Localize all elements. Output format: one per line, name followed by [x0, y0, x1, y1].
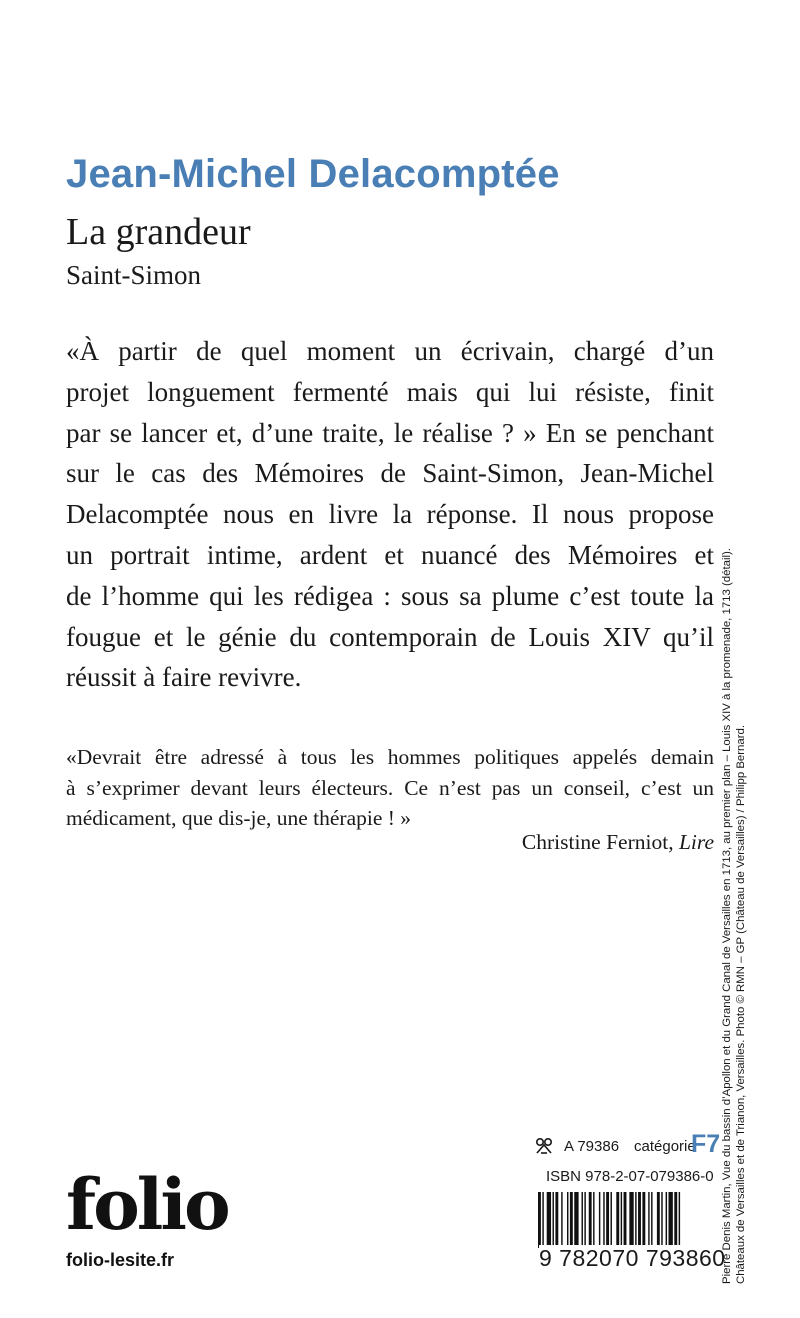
barcode-bar — [616, 1192, 619, 1248]
catalog-line — [534, 1130, 721, 1162]
blurb-line: de l’homme qui les rédigea : sous sa plume c’est toute la — [66, 580, 714, 611]
barcode-bar — [574, 1192, 578, 1248]
barcode-bar — [642, 1192, 645, 1248]
category-code: F7 — [691, 1130, 721, 1158]
publisher-website: folio-lesite.fr — [66, 1250, 175, 1270]
barcode-bar — [651, 1192, 652, 1248]
barcode-bar — [611, 1192, 612, 1248]
blurb-line: réussit à faire revivre. — [66, 662, 302, 693]
isbn: ISBN 978-2-07-079386-0 — [546, 1168, 714, 1185]
barcode-bar — [555, 1192, 558, 1248]
barcode-bar — [584, 1192, 585, 1248]
catalog-code: A 79386 — [564, 1138, 620, 1155]
author-name: Jean-Michel Delacomptée — [66, 152, 560, 196]
blurb-line: «À partir de quel moment un écrivain, chargé d’un — [66, 336, 714, 366]
credit-line: Pierre Denis Martin, Vue du bassin d’Apollon et du Grand Canal de Versailles en 1713, au premier plan – Louis XIV à la promenade, 1713 (détail). — [721, 548, 733, 1284]
blurb-line: fougue et le génie du contemporain de Louis XIV qu’il — [66, 621, 714, 652]
barcode-bar — [635, 1192, 636, 1248]
barcode-bar — [561, 1192, 562, 1248]
barcode-bar — [589, 1192, 592, 1248]
barcode-bar — [629, 1192, 633, 1248]
blurb-line: sur le cas des Mémoires de Saint-Simon, Jean-Michel — [66, 458, 714, 489]
barcode-bar — [593, 1192, 594, 1248]
review-publication: Lire — [678, 830, 714, 854]
barcode-bar — [570, 1192, 573, 1248]
book-title: La grandeur — [66, 211, 251, 253]
review-line: «Devrait être adressé à tous les hommes politiques appelés demain — [66, 745, 714, 769]
blurb-line: projet longuement fermenté mais qui lui résiste, finit — [66, 376, 714, 407]
barcode-bar — [621, 1192, 622, 1248]
folio-flower-icon — [534, 1136, 554, 1156]
barcode-bar — [582, 1192, 583, 1248]
review-line: à s’exprimer devant leurs électeurs. Ce n’est pas un conseil, c’est un — [66, 775, 714, 800]
review-source — [522, 830, 714, 855]
barcode-bar — [657, 1192, 660, 1248]
blurb-text — [66, 331, 714, 698]
review-quote — [66, 742, 714, 834]
barcode-bar — [538, 1192, 541, 1248]
credit-line: Châteaux de Versailles et de Trianon, Versailles. Photo © RMN – GP (Château de Versailles) / Philipp Bernard. — [735, 724, 747, 1284]
review-line: médicament, que dis-je, une thérapie ! » — [66, 806, 412, 830]
barcode-bar — [666, 1192, 667, 1248]
barcode-bar — [606, 1192, 609, 1248]
barcode-bar — [638, 1192, 641, 1248]
folio-logo: folio — [66, 1163, 228, 1246]
barcode-number: 9 782070 793860 — [539, 1245, 726, 1271]
barcode-bar — [567, 1192, 568, 1248]
blurb-line: par se lancer et, d’une traite, le réalise ? » En se penchant — [66, 417, 714, 448]
barcode-bar — [603, 1192, 604, 1248]
barcode-bar — [669, 1192, 673, 1248]
barcode-bar — [648, 1192, 649, 1248]
blurb-line: un portrait intime, ardent et nuancé des Mémoires et — [66, 539, 714, 570]
barcode-bar — [542, 1192, 543, 1248]
barcode-bar — [679, 1192, 680, 1248]
category-label: catégorie — [634, 1138, 696, 1155]
barcode-bar — [661, 1192, 662, 1248]
barcode-bar — [547, 1192, 551, 1248]
barcode-bar — [553, 1192, 554, 1248]
barcode-bar — [674, 1192, 677, 1248]
reviewer-name: Christine Ferniot, — [521, 830, 679, 854]
barcode-bar — [624, 1192, 627, 1248]
book-subtitle: Saint-Simon — [66, 260, 202, 290]
cover-credit — [720, 548, 800, 1284]
barcode-bar — [599, 1192, 600, 1248]
blurb-line: Delacomptée nous en livre la réponse. Il nous propose — [66, 499, 714, 530]
